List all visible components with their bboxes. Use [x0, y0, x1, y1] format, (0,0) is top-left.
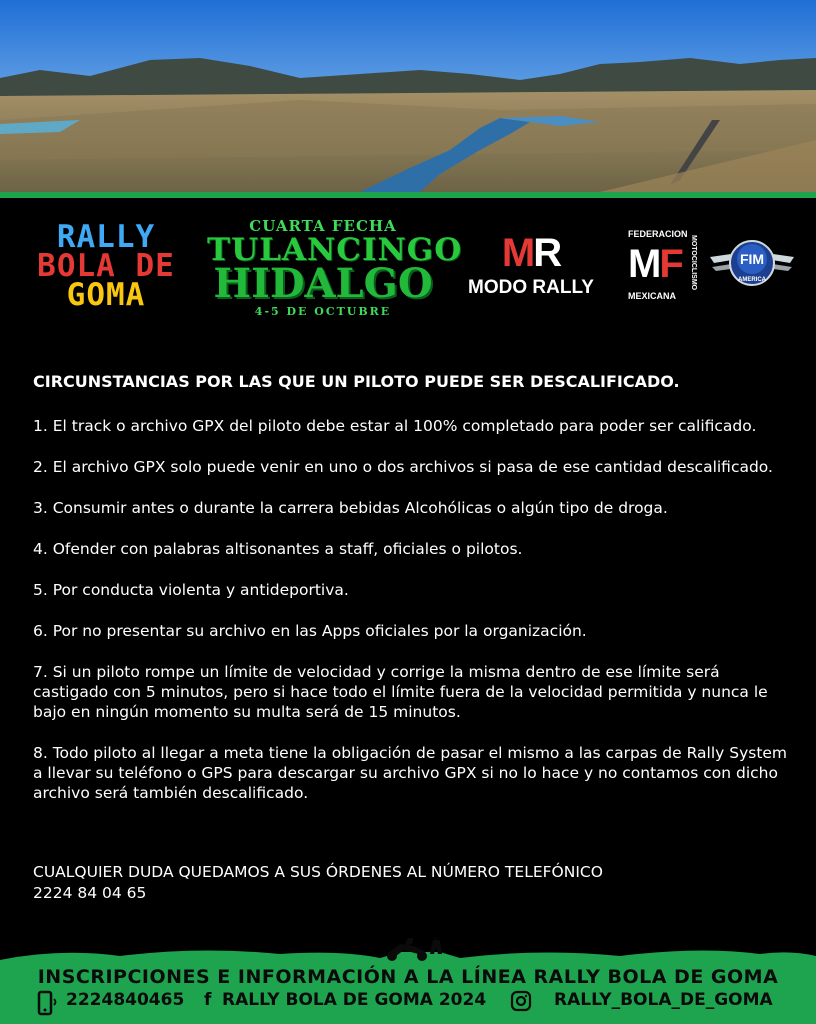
- fim-region: AMERICA: [738, 277, 766, 283]
- hiker-icon: [430, 938, 442, 954]
- rule-item: 7. Si un piloto rompe un límite de velocidad y corrige la misma dentro de ese límite será castigado con 5 minutos, pero si hace todo el límite fuera de la velocidad permitida y nunca le bajo en ningún momento su multa será de 15 minutos.: [33, 663, 768, 721]
- rule-item: 6. Por no presentar su archivo en las Apps oficiales por la organización.: [33, 622, 587, 640]
- divider-bar: [0, 192, 816, 198]
- facebook-icon: f: [204, 990, 212, 1010]
- event-state: HIDALGO: [213, 260, 433, 307]
- contact-line: CUALQUIER DUDA QUEDAMOS A SUS ÓRDENES AL NÚMERO TELEFÓNICO: [33, 863, 603, 881]
- modo-rally-name: MODO RALLY: [468, 277, 594, 298]
- event-round-label: CUARTA FECHA: [249, 217, 397, 235]
- footer-facebook[interactable]: RALLY BOLA DE GOMA 2024: [222, 990, 487, 1010]
- logo-line-2: BOLA DE: [37, 248, 175, 284]
- hero-landscape-photo: [0, 0, 816, 192]
- rule-item: 1. El track o archivo GPX del piloto debe estar al 100% completado para poder ser calificado.: [33, 417, 757, 435]
- contact-phone[interactable]: 2224 84 04 65: [33, 884, 147, 902]
- fmm-top-text: FEDERACION: [628, 229, 688, 239]
- rally-bola-de-goma-logo: [30, 219, 182, 313]
- rules-heading: CIRCUNSTANCIAS POR LAS QUE UN PILOTO PUEDE SER DESCALIFICADO.: [33, 372, 680, 391]
- footer: [0, 938, 816, 1024]
- event-city: TULANCINGO: [207, 232, 463, 268]
- logo-line-3: GOMA: [66, 277, 146, 313]
- footer-phone[interactable]: 2224840465: [66, 990, 185, 1010]
- fim-name: FIM: [739, 251, 765, 267]
- fim-america-logo: [708, 235, 796, 295]
- fmm-mark-icon: MF: [628, 242, 682, 286]
- logo-line-1: RALLY: [56, 219, 156, 255]
- footer-instagram[interactable]: RALLY_BOLA_DE_GOMA: [554, 990, 773, 1010]
- modo-rally-mark-icon: MR: [501, 231, 561, 275]
- tulancingo-hidalgo-logo: [207, 217, 463, 318]
- footer-title: INSCRIPCIONES E INFORMACIÓN A LA LÍNEA RALLY BOLA DE GOMA: [37, 966, 779, 988]
- modo-rally-logo: [460, 233, 602, 299]
- footer-contacts: [36, 990, 806, 1016]
- rules-content: [33, 372, 793, 824]
- event-date: 4-5 DE OCTUBRE: [254, 305, 392, 318]
- rule-item: 2. El archivo GPX solo puede venir en uno o dos archivos si pasa de ese cantidad descalificado.: [33, 458, 773, 476]
- contact-info: [33, 862, 603, 904]
- fmm-side-text: MOTOCICLISMO: [690, 235, 697, 291]
- rule-item: 8. Todo piloto al llegar a meta tiene la obligación de pasar el mismo a las carpas de Rally System a llevar su teléfono o GPS para descargar su archivo GPX si no lo hace y no contamos con dicho archivo será también descalificado.: [33, 744, 788, 802]
- fmm-logo: [628, 229, 700, 301]
- rule-item: 5. Por conducta violenta y antideportiva.: [33, 581, 349, 599]
- fmm-bottom-text: MEXICANA: [628, 291, 677, 301]
- rule-item: 4. Ofender con palabras altisonantes a staff, oficiales o pilotos.: [33, 540, 523, 558]
- sponsor-logos: [0, 205, 816, 325]
- rule-item: 3. Consumir antes o durante la carrera bebidas Alcohólicas o algún tipo de droga.: [33, 499, 668, 517]
